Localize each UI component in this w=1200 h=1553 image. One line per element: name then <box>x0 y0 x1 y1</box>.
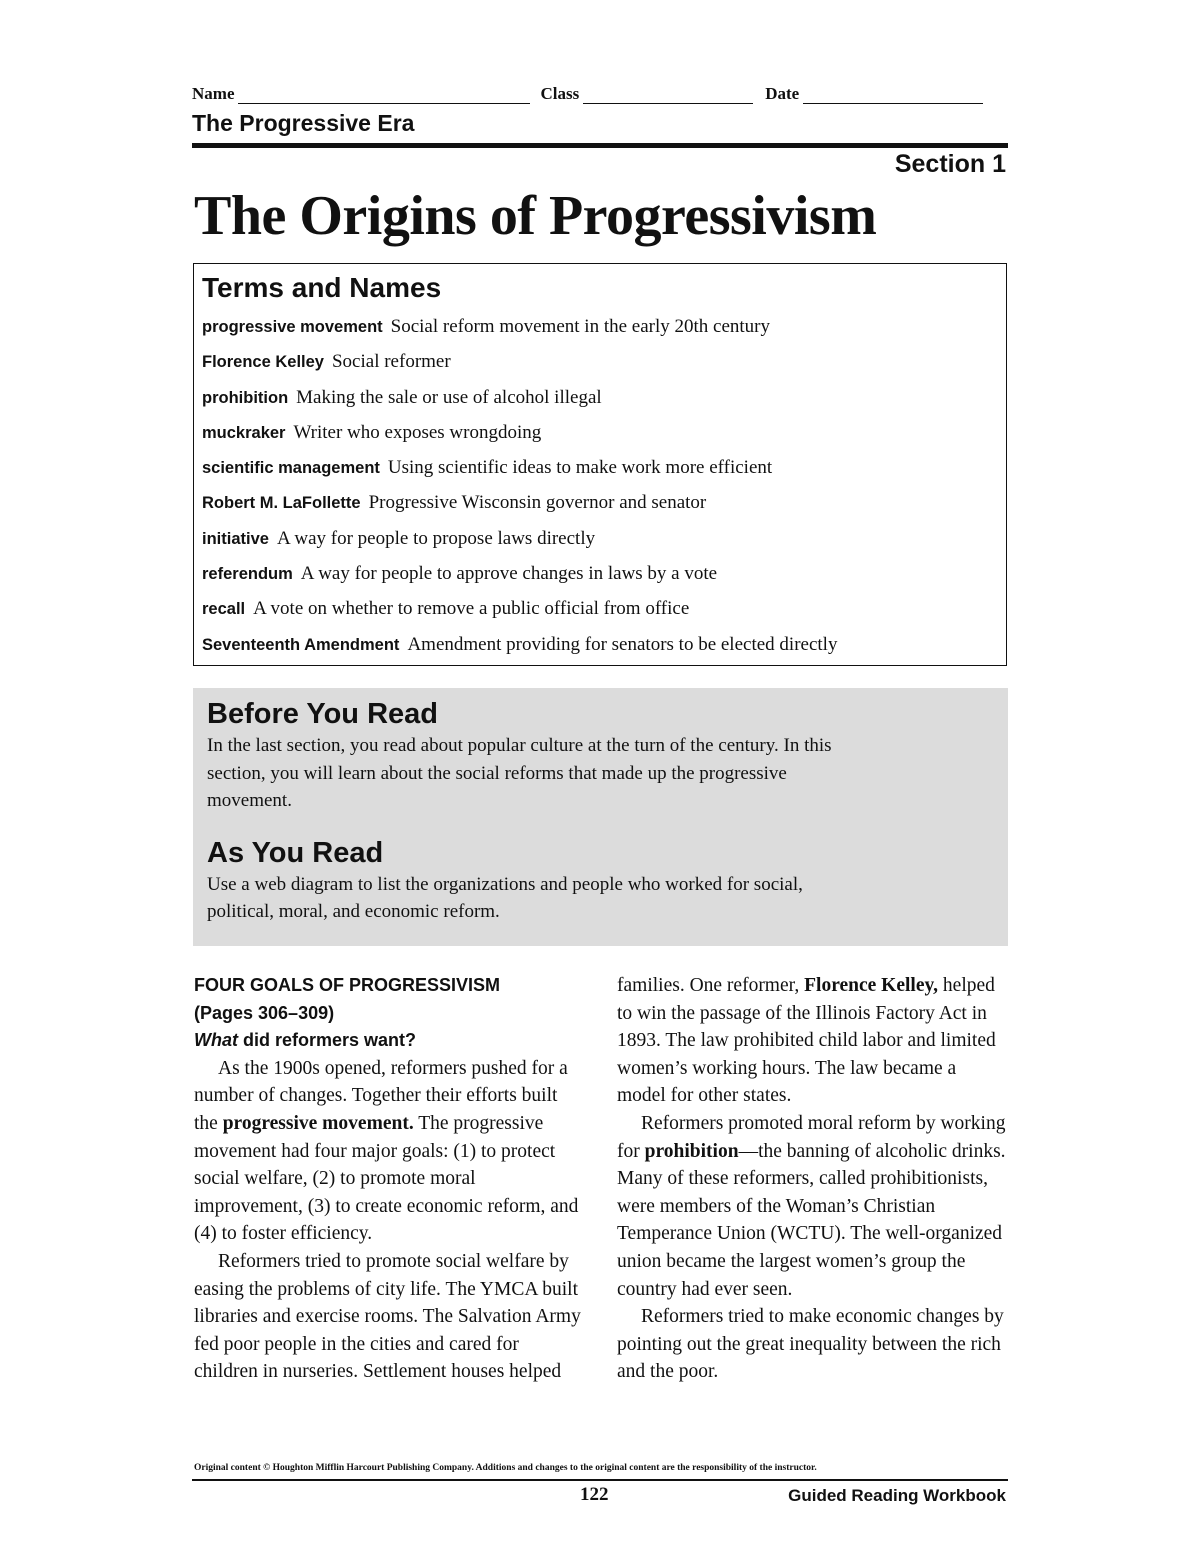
paragraph-text: The progressive movement had four major goals: (1) to protect social welfare, (2) to promote moral improvement, (3) to create economic reform, and (4) to foster efficiency. <box>194 1112 579 1245</box>
section-subhead: FOUR GOALS OF PROGRESSIVISM <box>194 975 501 995</box>
term: muckraker <box>202 423 286 442</box>
term-definition: Social reformer <box>331 351 451 373</box>
term-row <box>202 380 998 415</box>
question-text: did reformers want? <box>238 1030 417 1051</box>
term: Seventeenth Amendment <box>202 635 400 654</box>
paragraph <box>617 972 1009 1110</box>
term-definition: Using scientific ideas to make work more efficient <box>387 457 773 479</box>
term: progressive movement <box>202 318 383 336</box>
terms-and-names-box <box>193 263 1007 666</box>
name-class-date-line <box>192 78 1008 104</box>
section-label: Section 1 <box>894 150 1006 178</box>
as-you-read-text: Use a web diagram to list the organizations and people who worked for social, political, moral, and economic reform. <box>207 873 803 922</box>
term-row <box>202 344 998 379</box>
date-label: Date <box>765 84 800 103</box>
paragraph: Reformers tried to promote social welfare by easing the problems of city life. The YMCA built libraries and exercise rooms. The Salvation Army fed poor people in the cities and cared for children in nurseries. Settlement houses helped <box>194 1250 581 1383</box>
copyright-notice: Original content © Houghton Mifflin Harcourt Publishing Company. Additions and changes to the original content are the responsibility of the instructor. <box>194 1463 817 1473</box>
page-reference: (Pages 306–309) <box>194 1002 335 1023</box>
date-field[interactable] <box>803 86 983 104</box>
workbook-title: Guided Reading Workbook <box>788 1486 1006 1505</box>
term-row <box>202 485 998 520</box>
term-definition: Amendment providing for senators to be elected directly <box>407 633 838 655</box>
header-rule <box>192 143 1008 148</box>
term: Robert M. LaFollette <box>202 494 361 513</box>
term-definition: Making the sale or use of alcohol illegal <box>296 386 602 408</box>
term: recall <box>202 600 246 619</box>
term: prohibition <box>202 388 289 407</box>
term: referendum <box>202 565 293 584</box>
term-definition: A vote on whether to remove a public official from office <box>253 598 690 620</box>
paragraph-text: Reformers promoted moral reform by working for <box>617 1112 1006 1162</box>
left-column <box>194 972 586 1386</box>
paragraph-text: helped to win the passage of the Illinois Factory Act in 1893. The law prohibited child labor and limited women’s working hours. The law became a model for other states. <box>617 975 996 1107</box>
term-row <box>202 450 998 485</box>
before-you-read-heading: Before You Read <box>207 698 438 730</box>
name-field[interactable] <box>238 86 530 104</box>
paragraph-text: As the 1900s opened, reformers pushed for a number of changes. Together their efforts built the <box>194 1057 568 1134</box>
term: scientific management <box>202 459 380 478</box>
term-row <box>202 556 998 591</box>
guiding-question <box>194 1027 586 1055</box>
footer-rule <box>192 1479 1008 1481</box>
class-label: Class <box>540 84 580 103</box>
as-you-read-heading: As You Read <box>207 836 384 869</box>
term-definition: Writer who exposes wrongdoing <box>293 421 542 443</box>
worksheet-header <box>192 78 1008 137</box>
term-row <box>202 591 998 626</box>
name-label: Name <box>192 84 235 103</box>
before-you-read-text: In the last section, you read about popular culture at the turn of the century. In this section, you will learn about the social reforms that made up the progressive movement. <box>207 735 832 811</box>
page-title: The Origins of Progressivism <box>194 185 877 247</box>
unit-title: The Progressive Era <box>192 110 415 136</box>
paragraph-text: —the banning of alcoholic drinks. Many of these reformers, called prohibitionists, were members of the Woman’s Christian Temperance Union (WCTU). The well-organized union became the largest women’s group the country had ever seen. <box>617 1140 1006 1300</box>
term-definition: Social reform movement in the early 20th century <box>390 316 771 337</box>
term-row <box>202 627 998 662</box>
term-row <box>202 309 998 344</box>
keyword: Florence Kelley, <box>804 975 939 996</box>
term-definition: A way for people to approve changes in laws by a vote <box>300 563 718 585</box>
keyword: prohibition <box>644 1140 739 1162</box>
paragraph <box>194 1055 586 1248</box>
reading-guide-box <box>193 688 1008 946</box>
terms-heading: Terms and Names <box>202 272 442 303</box>
question-emphasis: What <box>194 1030 238 1051</box>
term: initiative <box>202 529 269 548</box>
term-definition: A way for people to propose laws directly <box>276 527 596 549</box>
term-definition: Progressive Wisconsin governor and senator <box>368 492 707 514</box>
paragraph <box>617 1110 1009 1303</box>
term-row <box>202 521 998 556</box>
page-number: 122 <box>580 1484 609 1505</box>
right-column <box>617 972 1009 1386</box>
keyword: progressive movement. <box>222 1112 414 1134</box>
class-field[interactable] <box>583 86 753 104</box>
paragraph-text: families. One reformer, <box>617 975 805 996</box>
term: Florence Kelley <box>202 353 324 372</box>
term-row <box>202 415 998 450</box>
paragraph: Reformers tried to make economic changes by pointing out the great inequality between the rich and the poor. <box>617 1306 1004 1383</box>
